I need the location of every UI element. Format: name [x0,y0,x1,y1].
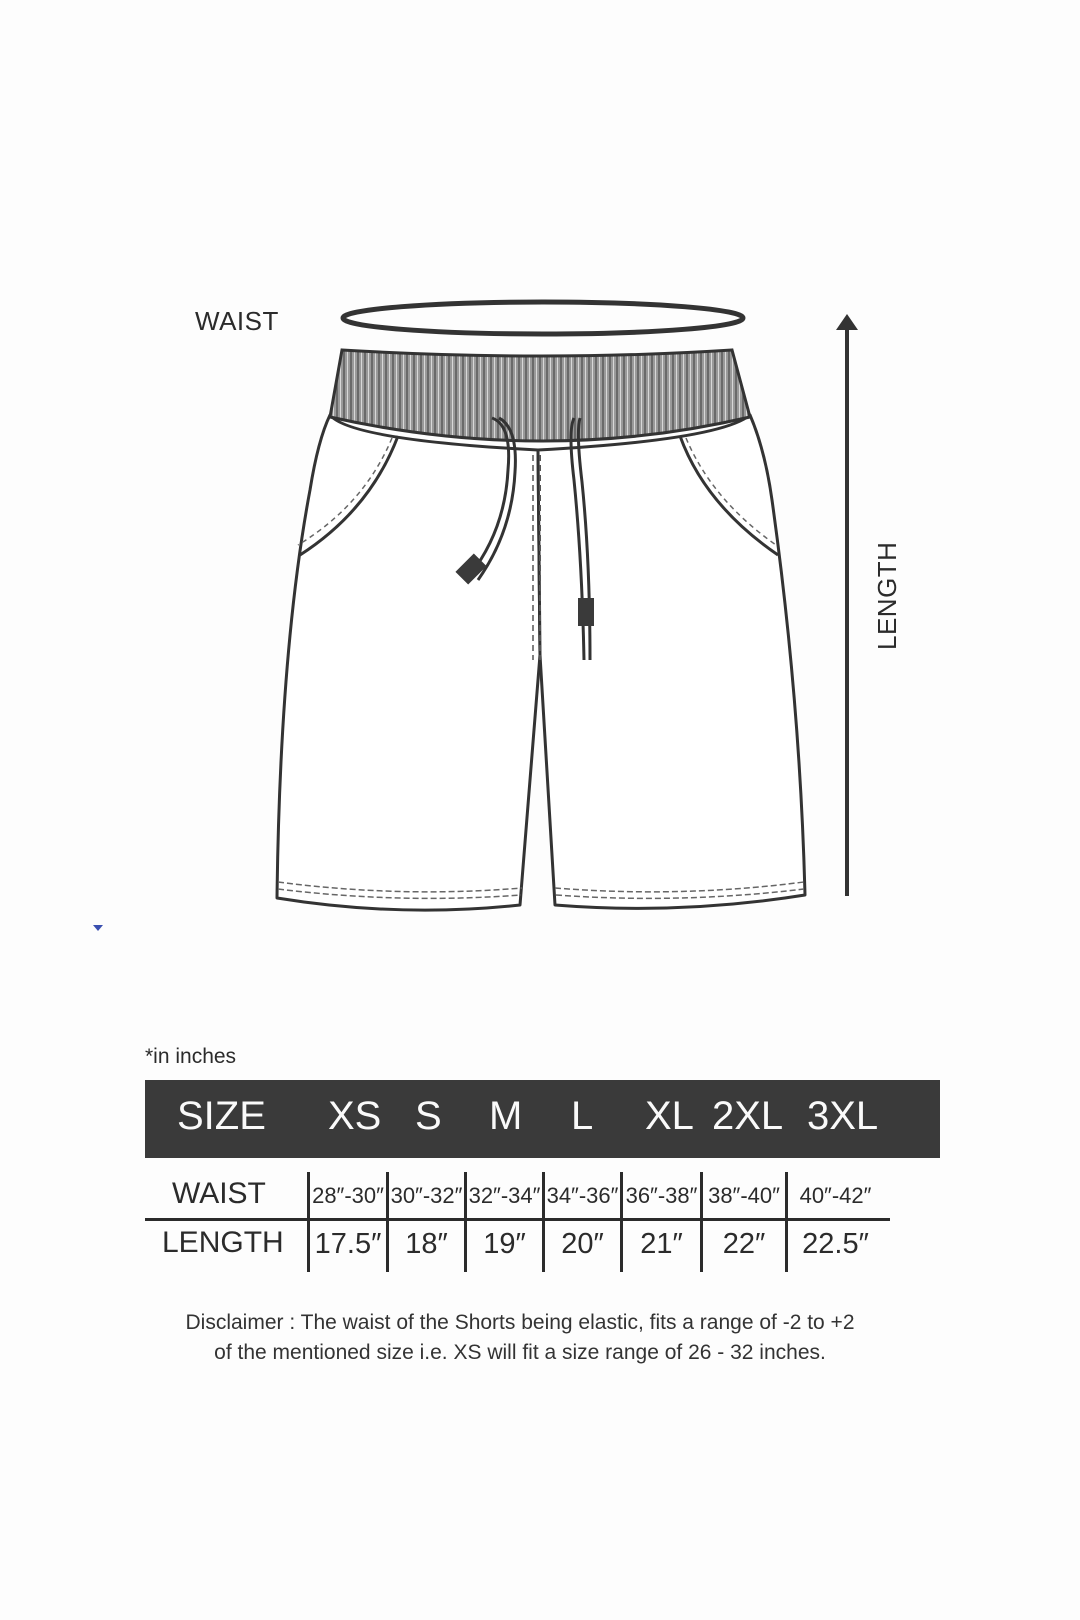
row-divider [145,1218,890,1221]
size-s: S [415,1094,442,1138]
size-l: L [571,1094,594,1138]
length-cell: 17.5″ [314,1228,382,1260]
waist-cell: 38″-40″ [708,1183,780,1208]
waist-cell: 40″-42″ [799,1183,872,1208]
length-cell: 22.5″ [802,1228,869,1260]
waist-cell: 34″-36″ [546,1183,619,1208]
length-row-label: LENGTH [162,1226,284,1259]
size-m: M [489,1094,523,1138]
size-header-bar [145,1080,940,1158]
size-xs: XS [328,1094,382,1138]
size-3xl: 3XL [807,1094,879,1138]
size-xl: XL [645,1094,694,1138]
length-cell: 22″ [722,1228,766,1260]
waistband [330,350,750,441]
size-2xl: 2XL [712,1094,784,1138]
caret-marker-icon [93,925,103,931]
unit-note: *in inches [145,1045,237,1068]
length-label: LENGTH [872,541,902,650]
waist-cell: 32″-34″ [468,1183,541,1208]
disclaimer-line-2: of the mentioned size i.e. XS will fit a size range of 26 - 32 inches. [214,1341,826,1364]
length-cell: 19″ [483,1228,526,1260]
length-cell: 18″ [405,1228,448,1260]
waist-cell: 36″-38″ [625,1183,698,1208]
length-cell: 21″ [640,1228,683,1260]
waist-ellipse [343,302,743,334]
waist-row-label: WAIST [172,1177,266,1210]
disclaimer-line-1: Disclaimer : The waist of the Shorts being elastic, fits a range of -2 to +2 [185,1311,855,1334]
waist-cell: 28″-30″ [312,1183,384,1208]
length-cell: 20″ [561,1228,604,1260]
waist-label: WAIST [195,306,279,336]
waist-cell: 30″-32″ [390,1183,463,1208]
disclaimer [0,1308,1040,1368]
size-header-label: SIZE [177,1094,266,1138]
